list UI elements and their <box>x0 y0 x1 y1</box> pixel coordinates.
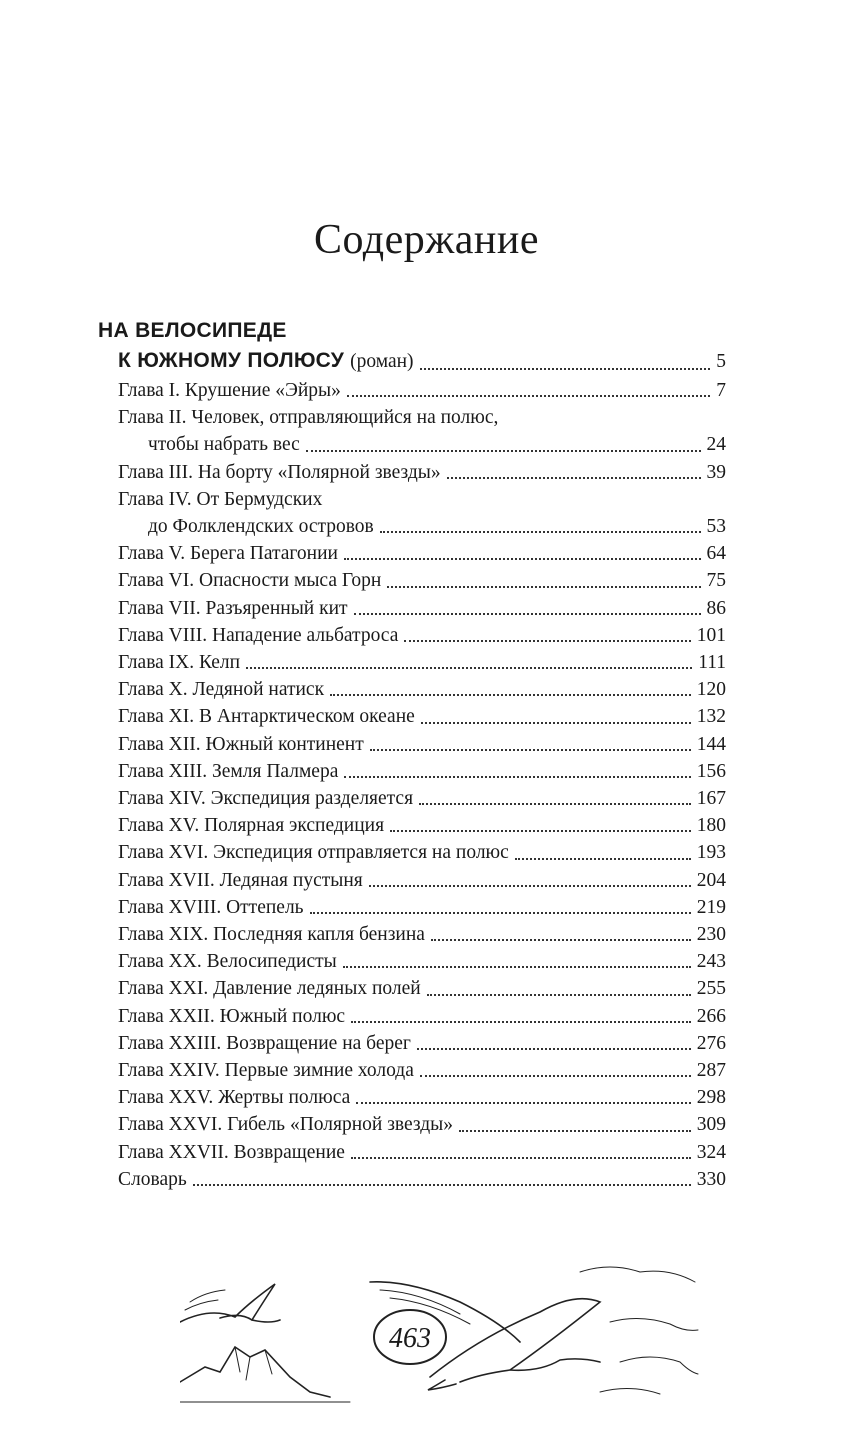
page-ref: 39 <box>706 461 726 483</box>
page-ref: 243 <box>696 951 726 973</box>
toc-entry <box>98 1003 726 1030</box>
entry-label: Глава XVII. Ледяная пустыня <box>118 869 363 891</box>
toc-entry <box>98 459 726 486</box>
entry-label: Глава XV. Полярная экспедиция <box>118 815 385 837</box>
page-number-badge <box>374 1310 446 1364</box>
entry-label: Словарь <box>118 1168 187 1190</box>
entry-label: Глава V. Берега Патагонии <box>118 543 338 565</box>
birds-illustration <box>180 1262 700 1412</box>
page-ref: 111 <box>698 652 726 674</box>
toc-entry <box>98 1030 726 1057</box>
dot-leader <box>351 1156 691 1159</box>
dot-leader <box>306 449 701 452</box>
page-ref: 167 <box>696 788 726 810</box>
novel-note: (роман) <box>350 351 414 372</box>
page-ref: 132 <box>696 706 726 728</box>
dot-leader <box>369 884 691 887</box>
page-ref: 193 <box>696 842 726 864</box>
entry-label: Глава XIII. Земля Палмера <box>118 760 339 782</box>
dot-leader <box>356 1101 690 1104</box>
dot-leader <box>390 829 691 832</box>
page-ref: 156 <box>696 760 726 782</box>
entry-label: Глава X. Ледяной натиск <box>118 679 325 701</box>
page-ref: 53 <box>706 516 726 538</box>
entry-label: Глава XXVI. Гибель «Полярной звезды» <box>118 1114 454 1136</box>
entry-label: Глава XXI. Давление ледяных полей <box>118 978 421 1000</box>
mountains-icon <box>180 1347 330 1397</box>
toc-entry <box>98 867 726 894</box>
dot-leader <box>420 367 711 370</box>
entry-label: Глава VII. Разъяренный кит <box>118 597 348 619</box>
page-ref: 24 <box>706 434 726 456</box>
toc-entry <box>98 622 726 649</box>
page-ref: 255 <box>696 978 726 1000</box>
page-ref: 7 <box>716 380 726 401</box>
toc-entry <box>98 894 726 921</box>
dot-leader <box>344 557 701 560</box>
entry-label: Глава XIV. Экспедиция разделяется <box>118 788 414 810</box>
dot-leader <box>330 693 691 696</box>
toc-entry <box>98 1057 726 1084</box>
novel-title-row <box>98 346 726 377</box>
toc-entry <box>98 948 726 975</box>
novel-title-line2: К ЮЖНОМУ ПОЛЮСУ <box>118 349 345 372</box>
dot-leader <box>420 1074 691 1077</box>
entry-label: Глава XVIII. Оттепель <box>118 896 304 918</box>
toc-entry <box>98 540 726 567</box>
toc-entry <box>98 731 726 758</box>
page-number: 463 <box>389 1323 431 1354</box>
page-ref: 324 <box>696 1141 726 1163</box>
dot-leader <box>417 1047 691 1050</box>
toc-entry <box>98 1139 726 1166</box>
entry-label: Глава XXV. Жертвы полюса <box>118 1087 351 1109</box>
toc-entry <box>98 839 726 866</box>
entry-label: Глава VI. Опасности мыса Горн <box>118 570 382 592</box>
toc-entry <box>98 1084 726 1111</box>
dot-leader <box>447 476 701 479</box>
page-ref: 180 <box>696 815 726 837</box>
dot-leader <box>310 911 691 914</box>
toc-entry <box>98 703 726 730</box>
entry-label: Глава I. Крушение «Эйры» <box>118 380 341 401</box>
entry-label: Глава XXIV. Первые зимние холода <box>118 1060 414 1082</box>
entry-label: Глава XII. Южный континент <box>118 733 364 755</box>
page-ref: 330 <box>696 1168 726 1190</box>
entry-label: Глава XI. В Антарктическом океане <box>118 706 415 728</box>
entry-label: чтобы набрать вес <box>148 434 300 456</box>
toc-entry <box>98 377 726 404</box>
dot-leader <box>344 775 690 778</box>
page-ref: 219 <box>696 896 726 918</box>
page-ref: 230 <box>696 924 726 946</box>
page-ref: 64 <box>706 543 726 565</box>
toc-entry <box>98 567 726 594</box>
toc-entry: Глава IV. От Бермудских <box>118 488 323 510</box>
dot-leader <box>193 1183 691 1186</box>
page-ref: 204 <box>696 869 726 891</box>
entry-label: Глава III. На борту «Полярной звезды» <box>118 461 441 483</box>
dot-leader <box>343 965 691 968</box>
page-ref: 75 <box>706 570 726 592</box>
toc-entry <box>98 1166 726 1193</box>
dot-leader <box>351 1020 691 1023</box>
entry-label: Глава XIX. Последняя капля бензина <box>118 924 425 946</box>
dot-leader <box>427 993 691 996</box>
entry-label: Глава XX. Велосипедисты <box>118 951 337 973</box>
dot-leader <box>515 857 691 860</box>
entry-label: Глава XXII. Южный полюс <box>118 1005 346 1027</box>
toc-entry-continuation <box>98 431 726 458</box>
toc-entry-continuation <box>98 513 726 540</box>
entry-label: до Фолклендских островов <box>148 516 374 538</box>
dot-leader <box>354 612 701 615</box>
page-ref: 309 <box>696 1114 726 1136</box>
toc-entry <box>98 785 726 812</box>
toc-entry: Глава II. Человек, отправляющийся на полюс, <box>118 407 499 429</box>
table-of-contents <box>98 316 726 1193</box>
page-ref: 86 <box>706 597 726 619</box>
toc-entry <box>98 921 726 948</box>
dot-leader <box>421 721 691 724</box>
page-title: Содержание <box>313 217 540 264</box>
novel-title-line1: НА ВЕЛОСИПЕДЕ <box>98 319 287 342</box>
page-ref: 144 <box>696 733 726 755</box>
toc-entry <box>98 812 726 839</box>
entry-label: Глава XXIII. Возвращение на берег <box>118 1032 411 1054</box>
page-ref: 276 <box>696 1032 726 1054</box>
entry-label: Глава IX. Келп <box>118 652 241 674</box>
dot-leader <box>431 938 691 941</box>
toc-entry <box>98 975 726 1002</box>
dot-leader <box>387 585 700 588</box>
page-ref: 5 <box>716 351 726 372</box>
dot-leader <box>419 802 691 805</box>
toc-entry <box>98 649 726 676</box>
page-ref: 287 <box>696 1060 726 1082</box>
toc-entry <box>98 758 726 785</box>
toc-entry <box>98 1111 726 1138</box>
toc-entry <box>98 595 726 622</box>
entry-label: Глава XXVII. Возвращение <box>118 1141 345 1163</box>
entry-label: Глава XVI. Экспедиция отправляется на полюс <box>118 842 509 864</box>
page-ref: 120 <box>696 679 726 701</box>
page-ref: 266 <box>696 1005 726 1027</box>
dot-leader <box>370 748 691 751</box>
dot-leader <box>347 394 710 397</box>
page-ref: 298 <box>696 1087 726 1109</box>
page-ref: 101 <box>696 624 726 646</box>
dot-leader <box>404 639 690 642</box>
entry-label: Глава VIII. Нападение альбатроса <box>118 624 399 646</box>
dot-leader <box>459 1129 691 1132</box>
dot-leader <box>380 530 701 533</box>
toc-entry <box>98 676 726 703</box>
dot-leader <box>246 666 692 669</box>
